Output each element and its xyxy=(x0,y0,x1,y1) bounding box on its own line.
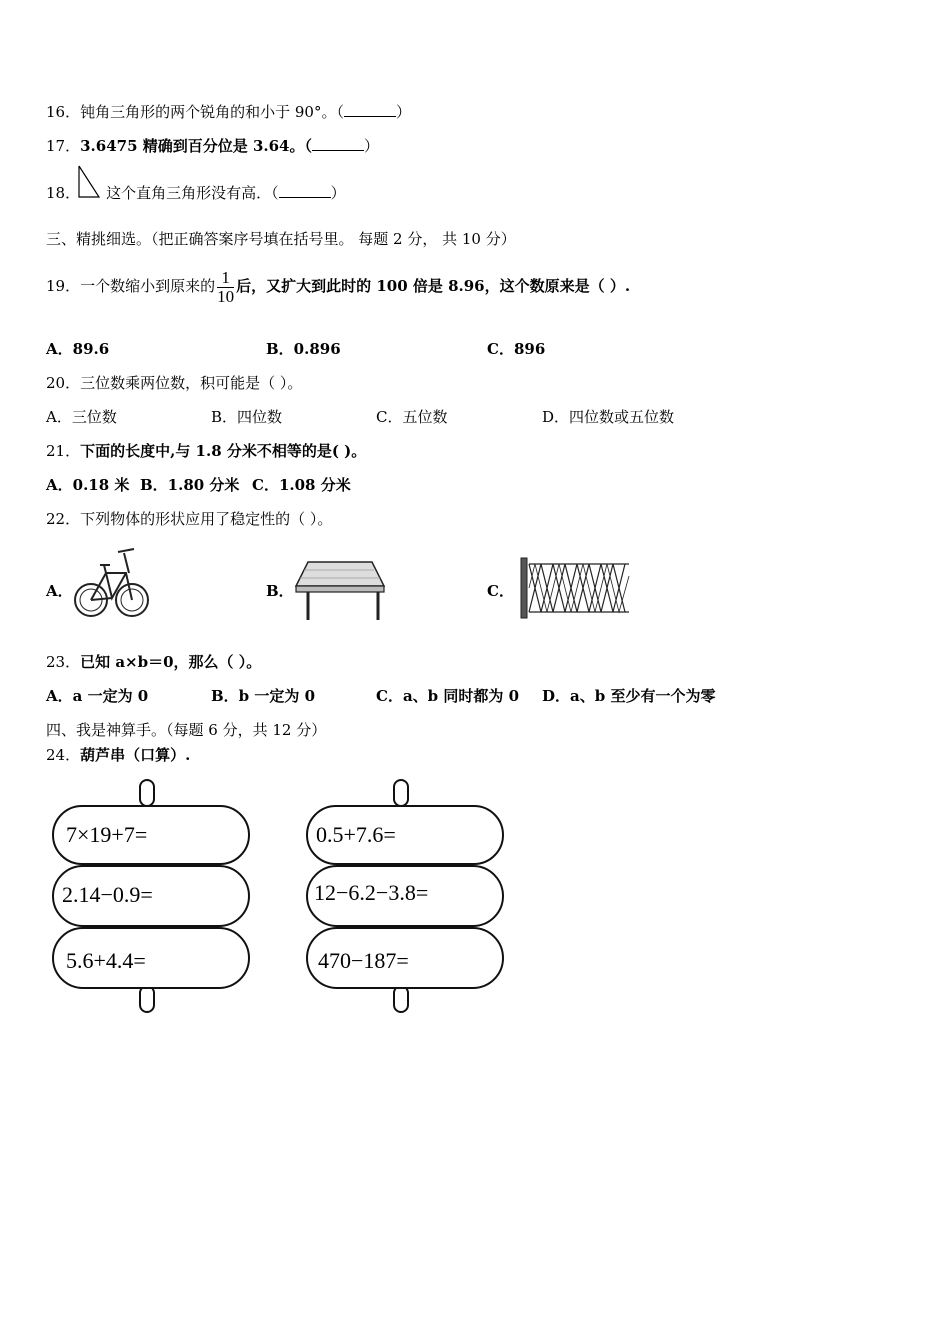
question-number: 21． xyxy=(46,442,81,460)
option-c[interactable]: C．五位数 xyxy=(376,408,448,426)
fraction-denominator: 10 xyxy=(217,286,235,306)
lattice-gate-image xyxy=(519,556,635,620)
option-b[interactable]: B． xyxy=(266,582,294,600)
gourd-left xyxy=(48,778,254,1014)
question-text: 这个直角三角形没有高．（ xyxy=(106,184,279,202)
option-c[interactable]: C．a、b 同时都为 0 xyxy=(376,687,520,705)
question-19 xyxy=(46,262,630,310)
fraction-one-tenth xyxy=(217,269,234,306)
expression-3[interactable]: 470−187= xyxy=(318,948,409,973)
question-text: 三位数乘两位数，积可能是（ ）。 xyxy=(80,374,303,392)
question-number: 22． xyxy=(46,510,81,528)
answer-blank[interactable] xyxy=(312,136,364,151)
option-a[interactable]: A．三位数 xyxy=(46,408,117,426)
expression-2[interactable]: 2.14−0.9= xyxy=(62,882,153,907)
question-20 xyxy=(46,373,302,393)
option-d[interactable]: D．四位数或五位数 xyxy=(542,408,675,426)
option-a[interactable]: A．a 一定为 0 xyxy=(46,687,149,705)
option-c[interactable]: C．896 xyxy=(487,340,546,358)
bicycle-image xyxy=(74,543,150,621)
question-number: 17． xyxy=(46,137,81,155)
answer-blank[interactable] xyxy=(344,102,396,117)
close-paren: ） xyxy=(363,137,379,155)
close-paren: ） xyxy=(330,184,346,202)
question-text: 已知 a×b＝0，那么（ ）。 xyxy=(80,653,262,671)
question-text: 钝角三角形的两个锐角的和小于 90°。（ xyxy=(80,103,344,121)
option-b[interactable]: B．b 一定为 0 xyxy=(211,687,316,705)
question-text-cont: 后，又扩大到此时的 100 倍是 8.96，这个数原来是（ ）. xyxy=(236,277,631,295)
question-text: 下列物体的形状应用了稳定性的（ ）。 xyxy=(80,510,333,528)
fraction-numerator: 1 xyxy=(217,269,234,288)
option-d[interactable]: D．a、b 至少有一个为零 xyxy=(542,687,716,705)
question-text: 葫芦串（口算）. xyxy=(80,746,191,764)
section-3-heading: 三、精挑细选。（把正确答案序号填在括号里。 每题 2 分， 共 10 分） xyxy=(46,230,516,248)
question-21 xyxy=(46,441,366,461)
table-image xyxy=(294,560,386,622)
option-c[interactable]: C．1.08 分米 xyxy=(252,476,351,494)
question-number: 24． xyxy=(46,746,81,764)
question-23 xyxy=(46,652,261,672)
expression-2[interactable]: 12−6.2−3.8= xyxy=(314,880,429,905)
question-22 xyxy=(46,509,332,529)
answer-blank[interactable] xyxy=(279,183,331,198)
question-24 xyxy=(46,745,190,765)
question-number: 18． xyxy=(46,184,81,202)
section-4-heading: 四、我是神算手。（每题 6 分，共 12 分） xyxy=(46,721,327,739)
right-triangle-figure xyxy=(76,164,102,200)
question-text: 下面的长度中,与 1.8 分米不相等的是( )。 xyxy=(80,442,367,460)
option-a[interactable]: A． xyxy=(46,582,73,600)
option-b[interactable]: B．0.896 xyxy=(266,340,341,358)
question-number: 20． xyxy=(46,374,81,392)
expression-1[interactable]: 7×19+7= xyxy=(66,822,148,847)
option-a[interactable]: A．89.6 xyxy=(46,340,110,358)
option-a[interactable]: A．0.18 米 xyxy=(46,476,130,494)
close-paren: ） xyxy=(395,103,411,121)
question-17 xyxy=(46,136,379,156)
expression-3[interactable]: 5.6+4.4= xyxy=(66,948,146,973)
question-number: 16． xyxy=(46,103,81,121)
option-b[interactable]: B．1.80 分米 xyxy=(140,476,240,494)
question-number: 23． xyxy=(46,653,81,671)
question-text: 一个数缩小到原来的 xyxy=(80,277,216,295)
option-b[interactable]: B．四位数 xyxy=(211,408,283,426)
question-text: 3.6475 精确到百分位是 3.64。（ xyxy=(80,137,312,155)
question-16 xyxy=(46,102,411,122)
question-number: 19． xyxy=(46,277,81,295)
gourd-right xyxy=(302,778,508,1016)
expression-1[interactable]: 0.5+7.6= xyxy=(316,822,396,847)
option-c[interactable]: C． xyxy=(487,582,514,600)
